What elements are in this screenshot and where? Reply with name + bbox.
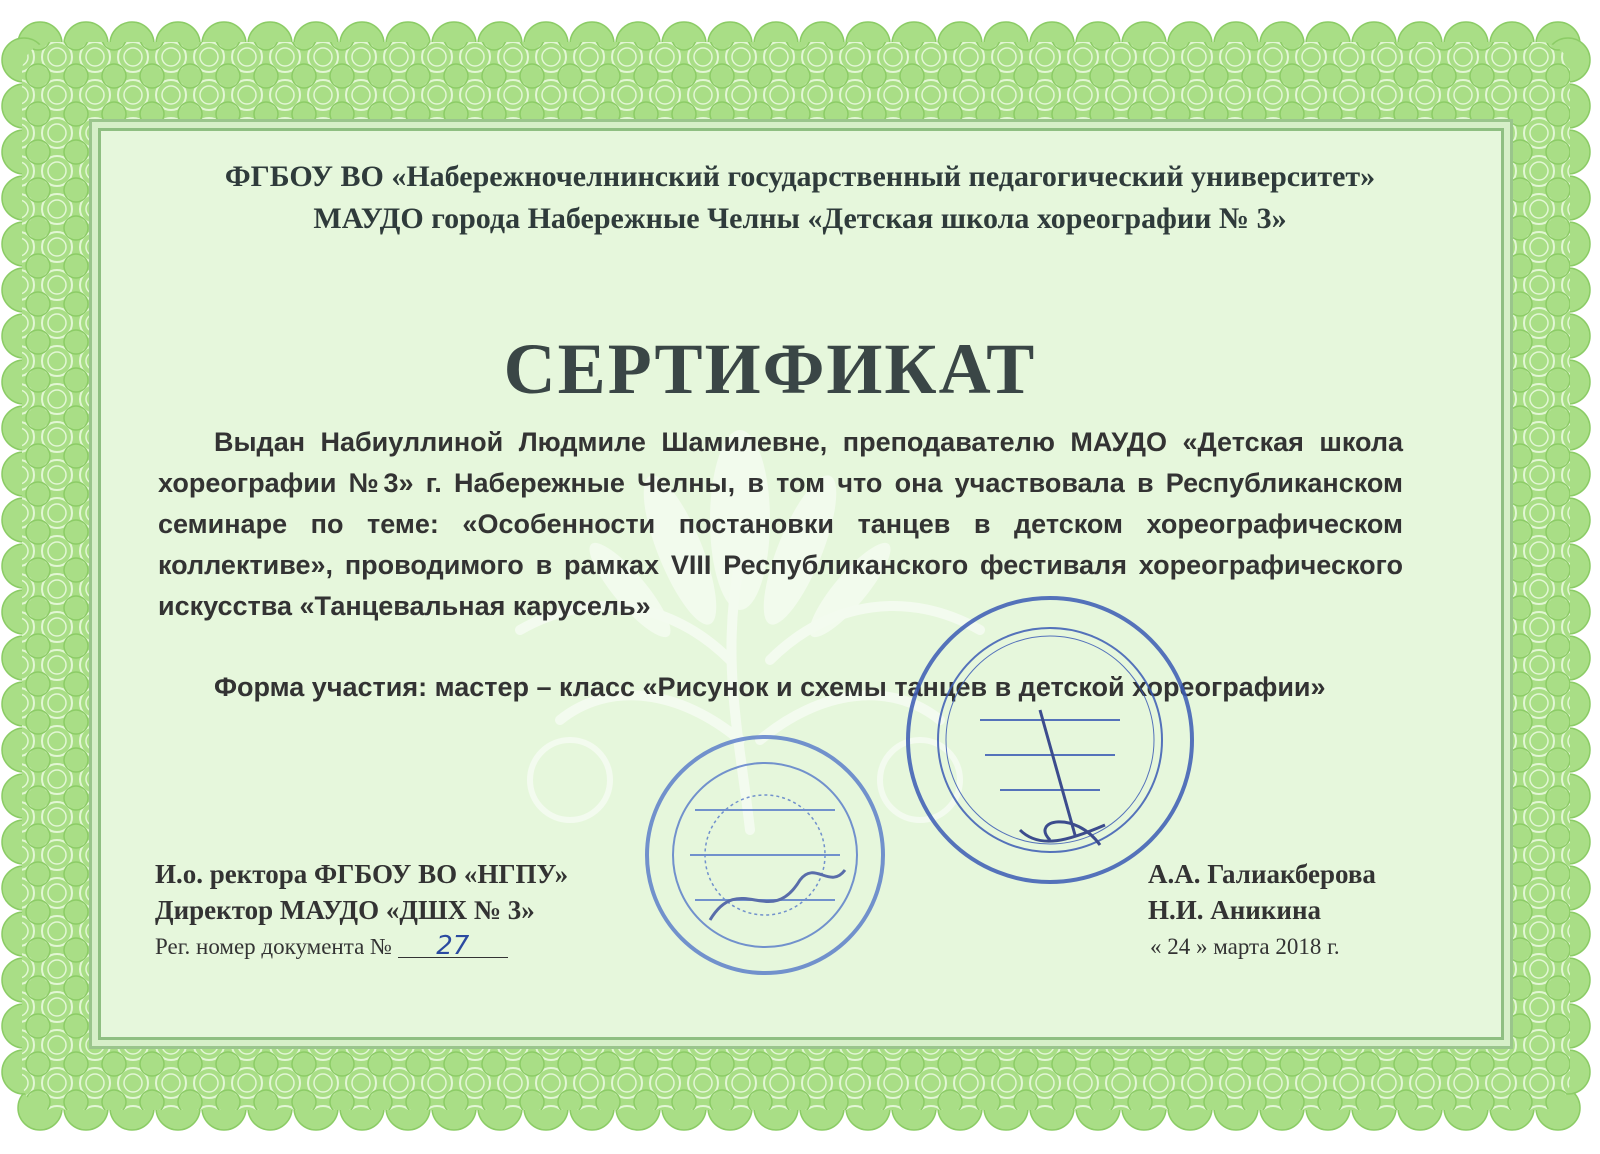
school-stamp: [640, 730, 890, 980]
university-stamp: [900, 590, 1200, 890]
header-line-1: ФГБОУ ВО «Набережночелнинский государственный педагогический университет»: [224, 160, 1376, 193]
issue-date: « 24 » марта 2018 г.: [1150, 934, 1340, 959]
rector-name: А.А. Галиакберова: [1148, 859, 1376, 889]
certificate-title: СЕРТИФИКАТ: [503, 329, 1037, 409]
director-name: Н.И. Аникина: [1148, 895, 1322, 925]
registration-label: Рег. номер документа №: [155, 934, 392, 959]
director-title: Директор МАУДО «ДШХ № 3»: [155, 895, 535, 925]
header-line-2: МАУДО города Набережные Челны «Детская школа хореографии № 3»: [313, 202, 1287, 235]
participation-form: Форма участия: мастер – класс «Рисунок и схемы танцев в детской хореографии»: [214, 672, 1326, 702]
certificate-body: Выдан Набиуллиной Людмиле Шамилевне, преподавателю МАУДО «Детская школа хореографии №3» г. Набережные Челны, в том что она участвовала в Республиканском семинаре по теме: «Особенности постановки танцев в детском хореографическом коллективе», проводимого в рамках VIII Республиканского фестиваля хореографического искусства «Танцевальная карусель»: [158, 427, 1403, 621]
registration-number: [155, 931, 508, 961]
signatory-titles: [155, 856, 568, 928]
rector-title: И.о. ректора ФГБОУ ВО «НГПУ»: [155, 859, 569, 889]
registration-value: 27: [398, 935, 508, 958]
